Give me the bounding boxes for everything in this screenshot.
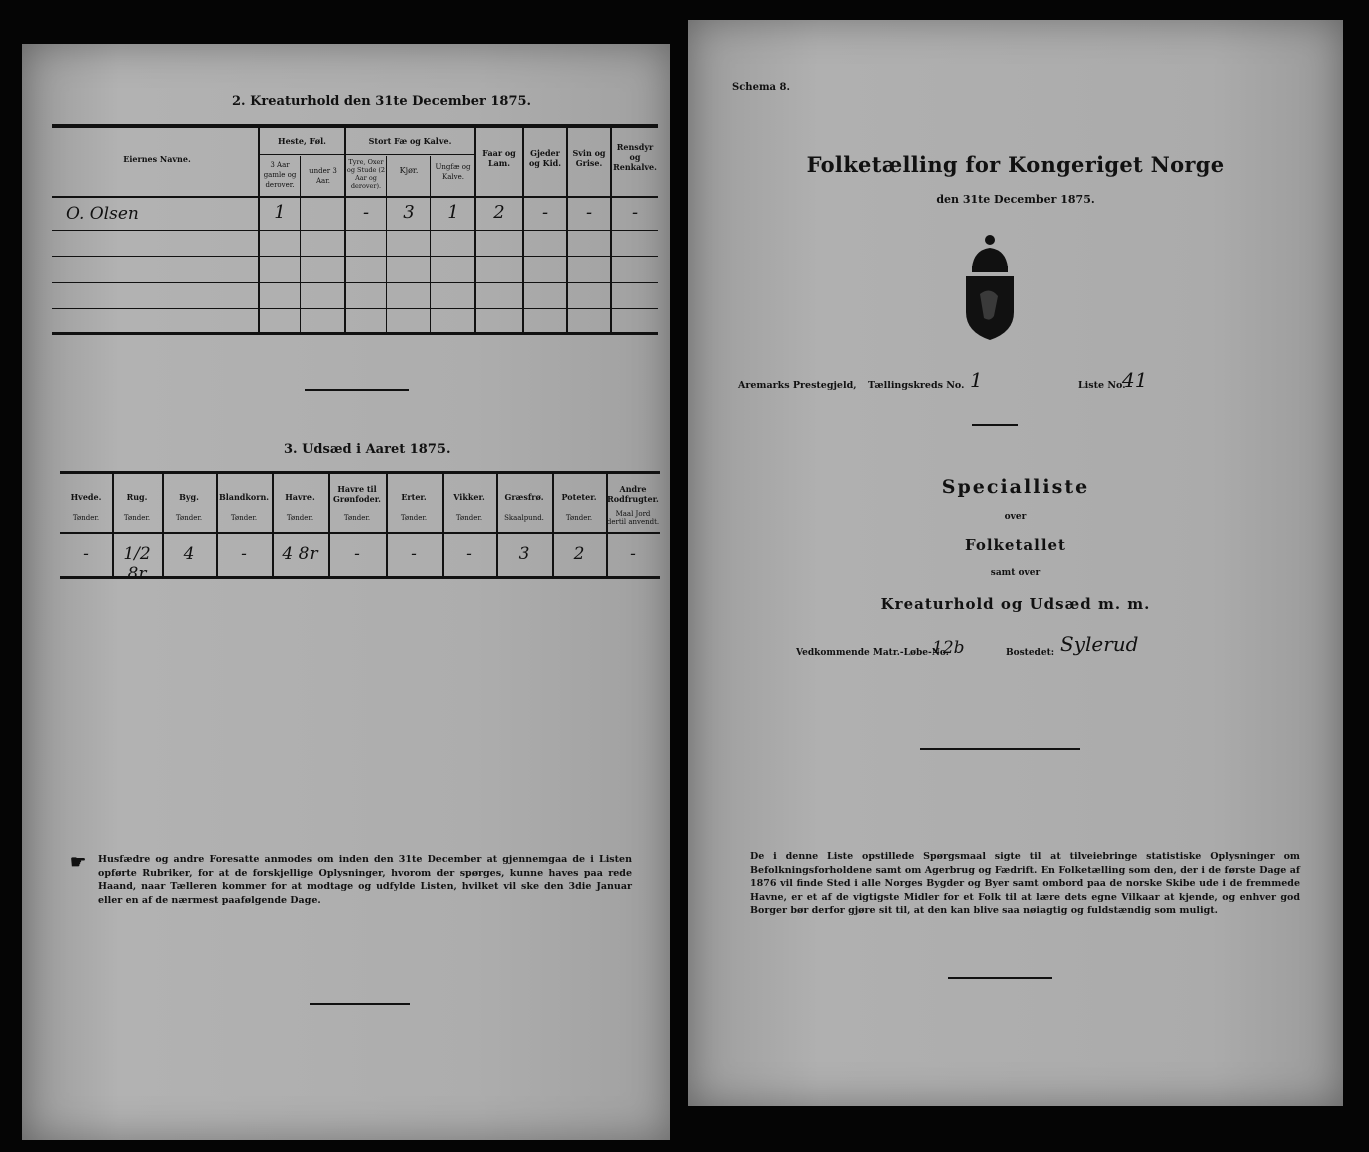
table3-col-header: Havre til Grønfoder. bbox=[333, 484, 381, 504]
table2-col-divider bbox=[258, 126, 260, 334]
table3-col-header: Blandkorn. bbox=[218, 492, 270, 502]
table3-col-header: Byg. bbox=[179, 492, 199, 502]
svin-cell: - bbox=[585, 202, 593, 223]
instruction-note: Husfædre og andre Foresatte anmodes om inden den 31te December at gjennemgaa de i Listen opførte Rubriker, for at de forskjellige Oplysninger, hvorom der spørges, kunne haves paa rede Haand, naar Tælleren kommer for at modtage og udfylde Listen, hvilket vil ske den 3die Januar eller en af de nærmest paafølgende Dage. bbox=[98, 854, 632, 906]
prestegjeld-label: Aremarks Prestegjeld, bbox=[738, 380, 857, 391]
table3-value-cell: - bbox=[241, 544, 247, 564]
col-svin: Svin og Grise. bbox=[572, 148, 606, 168]
table3-value-cell: 4 8r bbox=[282, 544, 318, 564]
faar-cell: 2 bbox=[493, 202, 505, 223]
table3-col-header: Rug. bbox=[126, 492, 148, 502]
matr-value: 12b bbox=[932, 638, 965, 658]
heste-a-cell: 1 bbox=[274, 202, 286, 223]
census-date: den 31te December 1875. bbox=[936, 193, 1095, 206]
section2-title: 2. Kreaturhold den 31te December 1875. bbox=[232, 94, 532, 109]
ungfae-cell: 1 bbox=[447, 202, 459, 223]
divider-bottom bbox=[948, 977, 1052, 979]
table3-col-unit: Tønder. bbox=[343, 514, 371, 522]
table3-col-unit: Skaalpund. bbox=[504, 514, 544, 522]
table3-value-cell: 4 bbox=[183, 544, 195, 564]
table3-col-header: Græsfrø. bbox=[504, 492, 544, 502]
specialliste-heading: Specialliste bbox=[941, 476, 1090, 498]
census-instructions: De i denne Liste opstillede Spørgsmaal sigte til at tilveiebringe statistiske Oplysninger om Befolkningsforholdene samt om Agerbrug og Fædrift. En Folketælling som den, der i de første Dage af 1876 vil finde Sted i alle Norges Bygder og Byer samt ombord paa de norske Skibe ude i de fremmede Havne, er et af de vigtigste Midler for et Folk til at lære dets egne Vilkaar at kjende, og enhver god Borger bør derfor gjøre sit til, at den kan blive saa nøiagtig og fuldstændig som muligt. bbox=[750, 851, 1300, 916]
left-page bbox=[22, 44, 670, 1140]
pointing-hand-icon: ☛ bbox=[70, 852, 87, 873]
table2-col-divider bbox=[386, 156, 387, 334]
owner-name-cell: O. Olsen bbox=[66, 204, 139, 224]
over-text-1: over bbox=[1004, 512, 1027, 522]
right-page bbox=[688, 20, 1343, 1106]
rensdyr-cell: - bbox=[631, 202, 639, 223]
krets-value: 1 bbox=[970, 368, 983, 392]
folketallet-heading: Folketallet bbox=[965, 536, 1066, 554]
table2-col-divider bbox=[430, 156, 431, 334]
table3-value-cell: - bbox=[83, 544, 89, 564]
table3-value-cell: 1/2 8r bbox=[123, 544, 151, 584]
table3-value-cell: - bbox=[411, 544, 417, 564]
table3-col-unit: Tønder. bbox=[400, 514, 428, 522]
table3-col-header: Hvede. bbox=[70, 492, 102, 502]
table3-col-unit: Tønder. bbox=[175, 514, 203, 522]
table2-subheader-rule bbox=[258, 154, 474, 155]
table3-value-cell: 2 bbox=[573, 544, 585, 564]
table3-col-unit: Tønder. bbox=[565, 514, 593, 522]
table2-col-divider bbox=[300, 156, 301, 334]
tyre-cell: - bbox=[362, 202, 370, 223]
table3-col-unit: Maal Jord dertil anvendt. bbox=[606, 510, 660, 526]
samt-over-text: samt over bbox=[990, 568, 1041, 578]
table3-value-cell: 3 bbox=[518, 544, 530, 564]
divider-long bbox=[920, 748, 1080, 750]
table3-col-unit: Tønder. bbox=[286, 514, 314, 522]
schema-label: Schema 8. bbox=[732, 82, 790, 93]
col-heste-b: under 3 Aar. bbox=[309, 167, 337, 185]
table3-col-unit: Tønder. bbox=[230, 514, 258, 522]
col-storfe-a: Tyre, Oxer og Stude (2 Aar og derover). bbox=[346, 158, 386, 190]
census-title: Folketælling for Kongeriget Norge bbox=[806, 152, 1225, 177]
matr-label: Vedkommende Matr.-Løbe-No. bbox=[796, 648, 949, 658]
table3-value-cell: - bbox=[630, 544, 636, 564]
col-storfe-b: Kjør. bbox=[399, 166, 419, 175]
kreaturhold-heading: Kreaturhold og Udsæd m. m. bbox=[880, 595, 1151, 613]
table3-col-unit: Tønder. bbox=[72, 514, 100, 522]
section3-title: 3. Udsæd i Aaret 1875. bbox=[284, 442, 451, 457]
bosted-value: Sylerud bbox=[1060, 632, 1139, 656]
col-faar: Faar og Lam. bbox=[482, 148, 516, 168]
separator-rule bbox=[305, 389, 409, 391]
table3-col-header: Havre. bbox=[285, 492, 315, 502]
separator-rule-bottom bbox=[310, 1003, 410, 1005]
col-storfe-c: Ungfæ og Kalve. bbox=[435, 163, 471, 181]
kjor-cell: 3 bbox=[403, 202, 415, 223]
gjeder-cell: - bbox=[541, 202, 549, 223]
table3-col-header: Andre Rodfrugter. bbox=[607, 484, 659, 504]
coat-of-arms-icon bbox=[960, 232, 1020, 344]
table3-col-unit: Tønder. bbox=[123, 514, 151, 522]
table3-col-header: Erter. bbox=[401, 492, 427, 502]
bosted-label: Bostedet: bbox=[1006, 648, 1055, 658]
col-heste-a: 3 Aar gamle og derover. bbox=[263, 161, 297, 189]
col-gjeder: Gjeder og Kid. bbox=[528, 148, 562, 168]
table3-col-header: Poteter. bbox=[561, 492, 597, 502]
table3-header-rule bbox=[60, 532, 660, 534]
liste-label: Liste No. bbox=[1078, 380, 1126, 391]
col-heste: Heste, Føl. bbox=[278, 136, 326, 146]
table3-value-cell: - bbox=[466, 544, 472, 564]
krets-label: Tællingskreds No. bbox=[868, 380, 965, 391]
col-rensdyr: Rensdyr og Renkalve. bbox=[613, 142, 657, 172]
table3-top-rule bbox=[60, 471, 660, 474]
col-owner-name: Eiernes Navne. bbox=[123, 154, 191, 164]
table3-col-unit: Tønder. bbox=[455, 514, 483, 522]
table3-col-header: Vikker. bbox=[453, 492, 485, 502]
col-storfe: Stort Fæ og Kalve. bbox=[368, 136, 452, 146]
divider-short bbox=[972, 424, 1018, 426]
table3-value-cell: - bbox=[354, 544, 360, 564]
liste-value: 41 bbox=[1122, 368, 1148, 392]
